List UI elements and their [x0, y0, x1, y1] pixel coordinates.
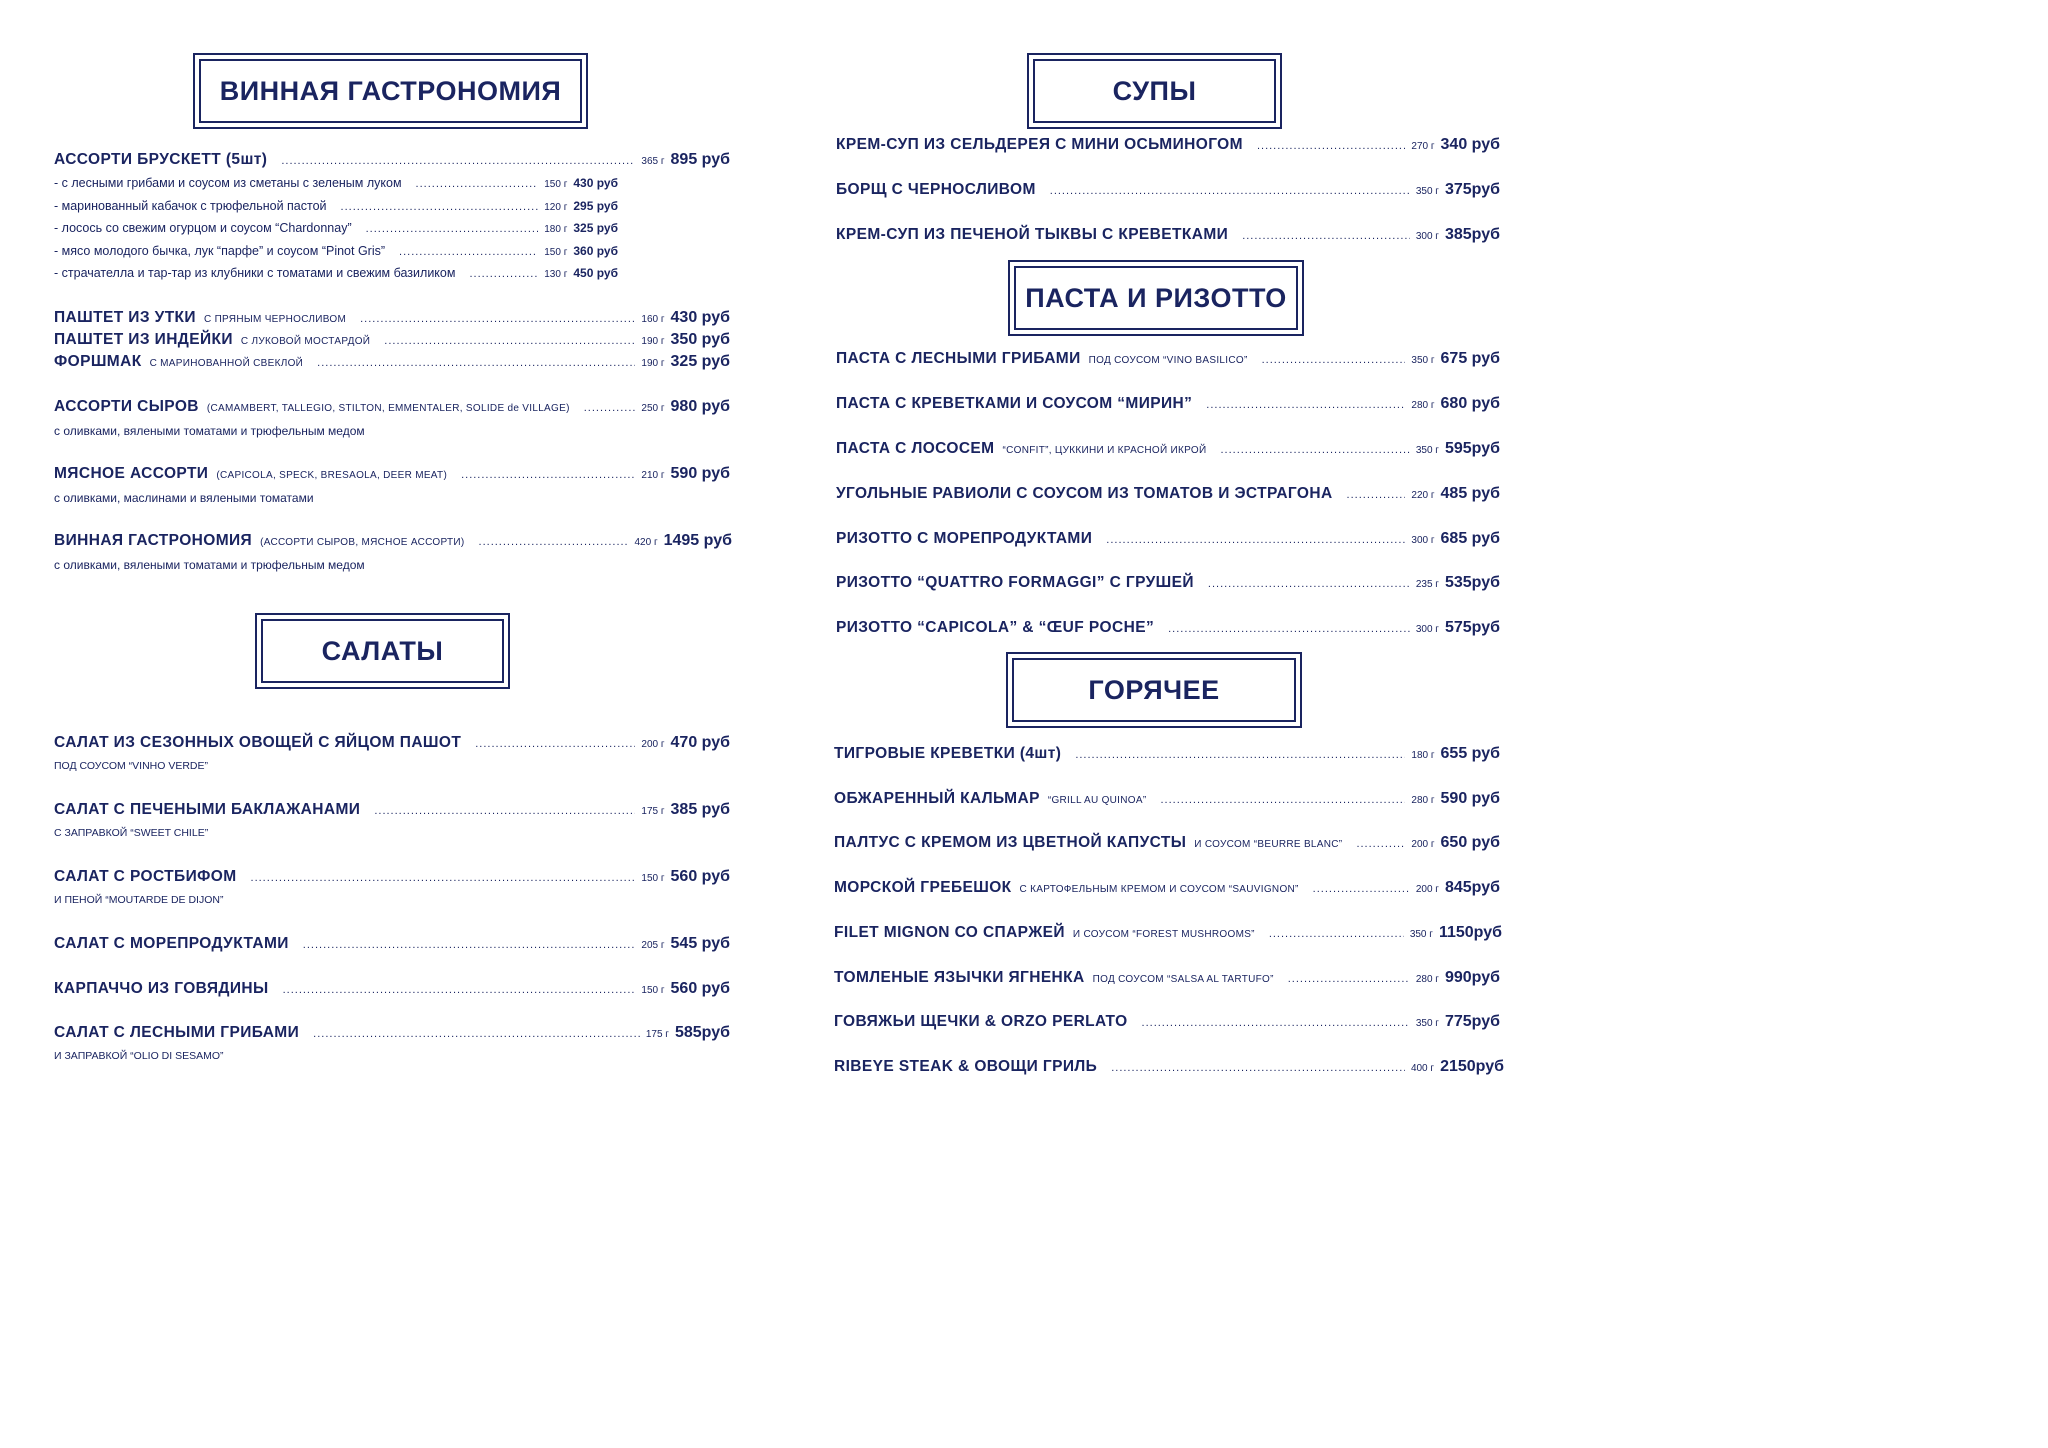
item-name: РИЗОТТО “CAPICOLA” & “ŒUF POCHE”	[836, 619, 1155, 636]
item-name: ОБЖАРЕННЫЙ КАЛЬМАР	[834, 790, 1040, 807]
item-note: (АССОРТИ СЫРОВ, МЯСНОЕ АССОРТИ)	[260, 537, 465, 548]
item-weight: 350 г	[1409, 929, 1433, 940]
item-name: ПАСТА С ЛЕСНЫМИ ГРИБАМИ	[836, 350, 1081, 367]
item-price: 385 руб	[670, 801, 730, 818]
menu-item-salad	[54, 868, 730, 886]
item-price: 775руб	[1444, 1013, 1500, 1030]
item-weight: 180 г	[1411, 750, 1435, 761]
item-price: 595руб	[1444, 440, 1500, 457]
item-note: ПОД СОУСОМ “SALSA AL TARTUFO”	[1092, 974, 1274, 985]
item-price: 845руб	[1444, 879, 1500, 896]
wine-gastronomy-heading	[193, 53, 588, 129]
leader-dots	[584, 402, 636, 414]
menu-item-pasta	[836, 350, 1500, 368]
soups-title: СУПЫ	[1033, 59, 1276, 123]
item-description: С ЗАПРАВКОЙ “SWEET CHILE”	[54, 827, 209, 839]
leader-dots	[1257, 140, 1405, 152]
item-price: 375руб	[1444, 181, 1500, 198]
menu-item-soup	[836, 181, 1500, 199]
item-weight: 150 г	[544, 247, 568, 258]
menu-item-soup	[836, 136, 1500, 154]
item-note: С ПРЯНЫМ ЧЕРНОСЛИВОМ	[203, 314, 347, 325]
item-price: 325 руб	[670, 353, 730, 370]
item-name: ПАСТА С КРЕВЕТКАМИ И СОУСОМ “МИРИН”	[836, 395, 1193, 412]
item-weight: 150 г	[641, 873, 665, 884]
item-price: 385руб	[1444, 226, 1500, 243]
item-name: ПАЛТУС С КРЕМОМ ИЗ ЦВЕТНОЙ КАПУСТЫ	[834, 834, 1187, 851]
leader-dots	[1262, 354, 1406, 366]
item-name: УГОЛЬНЫЕ РАВИОЛИ С СОУСОМ ИЗ ТОМАТОВ И ЭСТРАГОНА	[836, 485, 1333, 502]
leader-dots	[1313, 883, 1410, 895]
menu-item-hot	[834, 1013, 1500, 1031]
item-description: И ЗАПРАВКОЙ “OLIO DI SESAMO”	[54, 1050, 224, 1062]
item-price: 585руб	[674, 1024, 730, 1041]
item-note: С МАРИНОВАННОЙ СВЕКЛОЙ	[149, 358, 304, 369]
menu-item-salad	[54, 734, 730, 752]
item-price: 430 руб	[670, 309, 730, 326]
item-name: МОРСКОЙ ГРЕБЕШОК	[834, 879, 1012, 896]
item-weight: 420 г	[634, 537, 658, 548]
menu-item-duck-pate	[54, 309, 730, 327]
hot-dishes-title: ГОРЯЧЕЕ	[1012, 658, 1296, 722]
item-note: ПОД СОУСОМ “VINO BASILICO”	[1088, 355, 1248, 366]
item-price: 535руб	[1444, 574, 1500, 591]
item-weight: 180 г	[544, 224, 568, 235]
leader-dots	[469, 268, 538, 280]
item-name: - маринованный кабачок с трюфельной пастой	[54, 199, 327, 213]
menu-item-hot	[834, 924, 1502, 942]
leader-dots	[341, 201, 539, 213]
item-note: “GRILL AU QUINOA”	[1047, 795, 1147, 806]
item-name: - мясо молодого бычка, лук “парфе” и соусом “Pinot Gris”	[54, 244, 386, 258]
menu-subitem	[54, 244, 618, 258]
leader-dots	[1347, 489, 1406, 501]
item-weight: 350 г	[1415, 1018, 1439, 1029]
item-price: 470 руб	[670, 734, 730, 751]
menu-item-hot	[834, 969, 1500, 987]
item-note: С КАРТОФЕЛЬНЫМ КРЕМОМ И СОУСОМ “SAUVIGNON”	[1019, 884, 1299, 895]
item-name: РИЗОТТО “QUATTRO FORMAGGI” С ГРУШЕЙ	[836, 574, 1194, 591]
menu-item-risotto	[836, 619, 1500, 637]
menu-item-pasta	[836, 395, 1500, 413]
item-price: 360 руб	[573, 244, 618, 258]
item-name: ПАШТЕТ ИЗ ИНДЕЙКИ	[54, 331, 233, 348]
leader-dots	[1050, 185, 1410, 197]
leader-dots	[1242, 230, 1410, 242]
item-name: САЛАТ С ЛЕСНЫМИ ГРИБАМИ	[54, 1024, 300, 1041]
item-weight: 350 г	[1415, 186, 1439, 197]
menu-item-risotto	[836, 530, 1500, 548]
item-price: 295 руб	[573, 199, 618, 213]
menu-item-hot	[834, 745, 1500, 763]
item-weight: 120 г	[544, 202, 568, 213]
item-name: RIBEYE STEAK & ОВОЩИ ГРИЛЬ	[834, 1058, 1098, 1075]
item-weight: 150 г	[641, 985, 665, 996]
leader-dots	[251, 872, 636, 884]
leader-dots	[1168, 623, 1410, 635]
item-name: КАРПАЧЧО ИЗ ГОВЯДИНЫ	[54, 980, 269, 997]
leader-dots	[416, 178, 539, 190]
item-price: 655 руб	[1440, 745, 1500, 762]
item-price: 1150руб	[1438, 924, 1502, 941]
leader-dots	[384, 335, 635, 347]
item-price: 1495 руб	[663, 532, 732, 549]
item-price: 675 руб	[1440, 350, 1500, 367]
item-weight: 300 г	[1411, 535, 1435, 546]
menu-item-hot	[834, 834, 1500, 852]
leader-dots	[1206, 399, 1405, 411]
item-name: ВИННАЯ ГАСТРОНОМИЯ	[54, 532, 253, 549]
item-description: ПОД СОУСОМ “VINHO VERDE”	[54, 760, 208, 772]
menu-item-pasta	[836, 485, 1500, 503]
item-weight: 300 г	[1415, 231, 1439, 242]
pasta-risotto-heading	[1008, 260, 1304, 336]
item-price: 325 руб	[573, 221, 618, 235]
item-weight: 205 г	[641, 940, 665, 951]
menu-item-wine-gastronomy-set	[54, 532, 732, 550]
menu-subitem	[54, 221, 618, 235]
item-price: 685 руб	[1440, 530, 1500, 547]
item-description: с оливками, маслинами и вялеными томатами	[54, 491, 314, 505]
soups-heading	[1027, 53, 1282, 129]
item-price: 430 руб	[573, 176, 618, 190]
item-name: БОРЩ С ЧЕРНОСЛИВОМ	[836, 181, 1036, 198]
leader-dots	[1208, 578, 1410, 590]
menu-item-pasta	[836, 440, 1500, 458]
item-name: АССОРТИ БРУСКЕТТ (5шт)	[54, 151, 268, 168]
item-note: (CAPICOLA, SPECK, BRESAOLA, DEER MEAT)	[216, 470, 448, 481]
item-price: 545 руб	[670, 935, 730, 952]
item-name: КРЕМ-СУП ИЗ СЕЛЬДЕРЕЯ С МИНИ ОСЬМИНОГОМ	[836, 136, 1243, 153]
item-note: И СОУСОМ “BEURRE BLANC”	[1194, 839, 1343, 850]
item-name: - страчателла и тар-тар из клубники с томатами и свежим базиликом	[54, 266, 456, 280]
item-price: 450 руб	[573, 266, 618, 280]
leader-dots	[303, 939, 636, 951]
item-price: 340 руб	[1440, 136, 1500, 153]
item-price: 680 руб	[1440, 395, 1500, 412]
item-description: И ПЕНОЙ “MOUTARDE DE DIJON”	[54, 894, 224, 906]
leader-dots	[1356, 838, 1405, 850]
item-weight: 235 г	[1415, 579, 1439, 590]
item-weight: 280 г	[1411, 795, 1435, 806]
item-weight: 200 г	[641, 739, 665, 750]
item-name: МЯСНОЕ АССОРТИ	[54, 465, 209, 482]
item-weight: 270 г	[1411, 141, 1435, 152]
item-weight: 220 г	[1411, 490, 1435, 501]
pasta-risotto-title: ПАСТА И РИЗОТТО	[1014, 266, 1298, 330]
menu-item-cheese-assorti	[54, 398, 730, 416]
item-price: 350 руб	[670, 331, 730, 348]
item-note: С ЛУКОВОЙ МОСТАРДОЙ	[240, 336, 371, 347]
leader-dots	[1142, 1017, 1410, 1029]
menu-item-risotto	[836, 574, 1500, 592]
item-weight: 250 г	[641, 403, 665, 414]
item-name: ПАСТА С ЛОСОСЕМ	[836, 440, 995, 457]
item-name: ТОМЛЕНЫЕ ЯЗЫЧКИ ЯГНЕНКА	[834, 969, 1085, 986]
leader-dots	[1075, 749, 1405, 761]
item-name: ТИГРОВЫЕ КРЕВЕТКИ (4шт)	[834, 745, 1062, 762]
item-weight: 175 г	[645, 1029, 669, 1040]
leader-dots	[1288, 973, 1410, 985]
item-price: 990руб	[1444, 969, 1500, 986]
item-weight: 400 г	[1410, 1063, 1435, 1074]
leader-dots	[360, 313, 635, 325]
item-price: 560 руб	[670, 868, 730, 885]
item-name: САЛАТ С ПЕЧЕНЫМИ БАКЛАЖАНАМИ	[54, 801, 361, 818]
item-note: И СОУСОМ “FOREST MUSHROOMS”	[1072, 929, 1255, 940]
item-weight: 280 г	[1415, 974, 1439, 985]
menu-item-hot	[834, 1058, 1504, 1076]
item-name: ГОВЯЖЬИ ЩЕЧКИ & ORZO PERLATO	[834, 1013, 1128, 1030]
item-weight: 190 г	[641, 358, 665, 369]
leader-dots	[475, 738, 635, 750]
menu-item-salad	[54, 935, 730, 953]
wine-gastronomy-title: ВИННАЯ ГАСТРОНОМИЯ	[199, 59, 582, 123]
item-price: 895 руб	[670, 151, 730, 168]
item-name: КРЕМ-СУП ИЗ ПЕЧЕНОЙ ТЫКВЫ С КРЕВЕТКАМИ	[836, 226, 1229, 243]
item-weight: 365 г	[641, 156, 665, 167]
salads-heading	[255, 613, 510, 689]
item-weight: 300 г	[1415, 624, 1439, 635]
item-weight: 280 г	[1411, 400, 1435, 411]
item-description: с оливками, вялеными томатами и трюфельным медом	[54, 424, 365, 438]
leader-dots	[399, 246, 538, 258]
item-price: 980 руб	[670, 398, 730, 415]
leader-dots	[1106, 534, 1405, 546]
leader-dots	[1160, 794, 1405, 806]
menu-item-soup	[836, 226, 1500, 244]
menu-item-salad	[54, 801, 730, 819]
menu-item-bruschetta	[54, 151, 730, 169]
menu-item-salad	[54, 1024, 730, 1042]
item-price: 590 руб	[1440, 790, 1500, 807]
leader-dots	[461, 469, 635, 481]
item-price: 575руб	[1444, 619, 1500, 636]
leader-dots	[1220, 444, 1409, 456]
leader-dots	[281, 155, 635, 167]
item-weight: 210 г	[641, 470, 665, 481]
leader-dots	[1111, 1062, 1405, 1074]
item-price: 485 руб	[1440, 485, 1500, 502]
leader-dots	[317, 357, 635, 369]
item-price: 2150руб	[1440, 1058, 1504, 1075]
menu-subitem	[54, 199, 618, 213]
leader-dots	[1269, 928, 1404, 940]
menu-item-salad	[54, 980, 730, 998]
menu-subitem	[54, 176, 618, 190]
item-weight: 350 г	[1411, 355, 1435, 366]
item-weight: 130 г	[544, 269, 568, 280]
item-price: 590 руб	[670, 465, 730, 482]
item-name: РИЗОТТО С МОРЕПРОДУКТАМИ	[836, 530, 1093, 547]
item-weight: 160 г	[641, 314, 665, 325]
menu-item-turkey-pate	[54, 331, 730, 349]
item-weight: 150 г	[544, 179, 568, 190]
item-price: 650 руб	[1440, 834, 1500, 851]
item-note: (CAMAMBERT, TALLEGIO, STILTON, EMMENTALER, SOLIDE de VILLAGE)	[206, 403, 570, 414]
item-weight: 190 г	[641, 336, 665, 347]
item-weight: 175 г	[641, 806, 665, 817]
menu-subitem	[54, 266, 618, 280]
menu-item-forshmak	[54, 353, 730, 371]
salads-title: САЛАТЫ	[261, 619, 504, 683]
menu-item-hot	[834, 879, 1500, 897]
item-price: 560 руб	[670, 980, 730, 997]
item-weight: 350 г	[1415, 445, 1439, 456]
item-weight: 200 г	[1411, 839, 1435, 850]
leader-dots	[374, 805, 635, 817]
leader-dots	[366, 223, 539, 235]
item-name: FILET MIGNON СО СПАРЖЕЙ	[834, 924, 1065, 941]
item-name: АССОРТИ СЫРОВ	[54, 398, 199, 415]
item-name: ПАШТЕТ ИЗ УТКИ	[54, 309, 196, 326]
item-description: с оливками, вялеными томатами и трюфельным медом	[54, 558, 365, 572]
item-name: САЛАТ ИЗ СЕЗОННЫХ ОВОЩЕЙ С ЯЙЦОМ ПАШОТ	[54, 734, 462, 751]
item-name: САЛАТ С МОРЕПРОДУКТАМИ	[54, 935, 289, 952]
leader-dots	[313, 1028, 640, 1040]
item-name: ФОРШМАК	[54, 353, 142, 370]
item-note: “CONFIT”, ЦУККИНИ И КРАСНОЙ ИКРОЙ	[1002, 445, 1207, 456]
hot-dishes-heading	[1006, 652, 1302, 728]
item-name: - с лесными грибами и соусом из сметаны с зеленым луком	[54, 176, 402, 190]
menu-item-hot	[834, 790, 1500, 808]
item-weight: 200 г	[1415, 884, 1439, 895]
leader-dots	[479, 536, 629, 548]
leader-dots	[283, 984, 636, 996]
item-name: САЛАТ С РОСТБИФОМ	[54, 868, 237, 885]
item-name: - лосось со свежим огурцом и соусом “Chardonnay”	[54, 221, 352, 235]
menu-item-meat-assorti	[54, 465, 730, 483]
